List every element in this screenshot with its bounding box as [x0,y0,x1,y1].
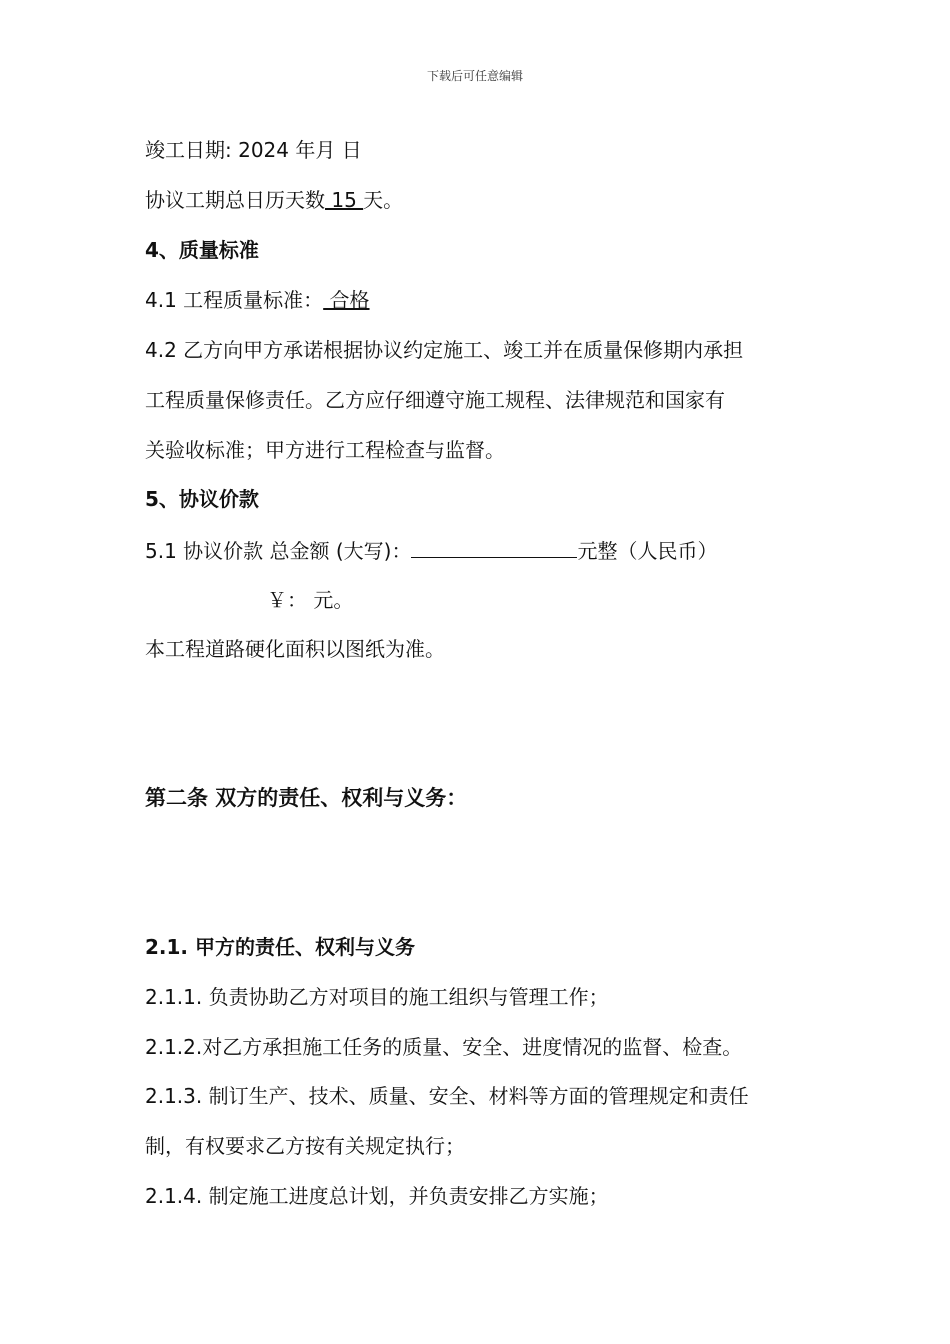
price-heading: 5、协议价款 [145,487,259,511]
party-a-heading: 2.1. 甲方的责任、权利与义务 [145,935,415,959]
item-2-1-3-line-2: 制，有权要求乙方按有关规定执行； [145,1134,465,1158]
price-total-suffix: 元整（人民币） [577,539,718,563]
road-area-line: 本工程道路硬化面积以图纸为准。 [145,637,445,661]
article-2-title: 第二条 双方的责任、权利与义务： [145,786,468,810]
quality-standard-value: 合格 [323,288,370,312]
quality-clause-line-2: 工程质量保修责任。乙方应仔细遵守施工规程、法律规范和国家有 [145,388,725,412]
price-amount-blank[interactable] [411,535,577,558]
quality-heading: 4、质量标准 [145,238,259,262]
item-2-1-3-line-1: 2.1.3. 制订生产、技术、质量、安全、材料等方面的管理规定和责任 [145,1084,749,1108]
quality-clause-line-3: 关验收标准；甲方进行工程检查与监督。 [145,438,505,462]
item-2-1-1: 2.1.1. 负责协助乙方对项目的施工组织与管理工作； [145,985,609,1009]
duration-days-value: 15 [325,188,364,212]
duration-prefix: 协议工期总日历天数 [145,188,325,212]
price-yen-line: ￥： 元。 [267,588,354,612]
duration-line [145,186,403,214]
item-2-1-4: 2.1.4. 制定施工进度总计划，并负责安排乙方实施； [145,1184,609,1208]
quality-standard-line [145,286,370,314]
price-total-label: 5.1 协议价款 总金额 (大写)： [145,539,412,563]
price-total-line [145,535,717,565]
page-header-note: 下载后可任意编辑 [426,69,523,83]
completion-date-line: 竣工日期: 2024 年月 日 [145,138,362,162]
item-2-1-2: 2.1.2.对乙方承担施工任务的质量、安全、进度情况的监督、检查。 [145,1035,743,1059]
quality-clause-line-1: 4.2 乙方向甲方承诺根据协议约定施工、竣工并在质量保修期内承担 [145,338,744,362]
duration-suffix: 天。 [363,188,404,212]
quality-standard-label: 4.1 工程质量标准： [145,288,324,312]
